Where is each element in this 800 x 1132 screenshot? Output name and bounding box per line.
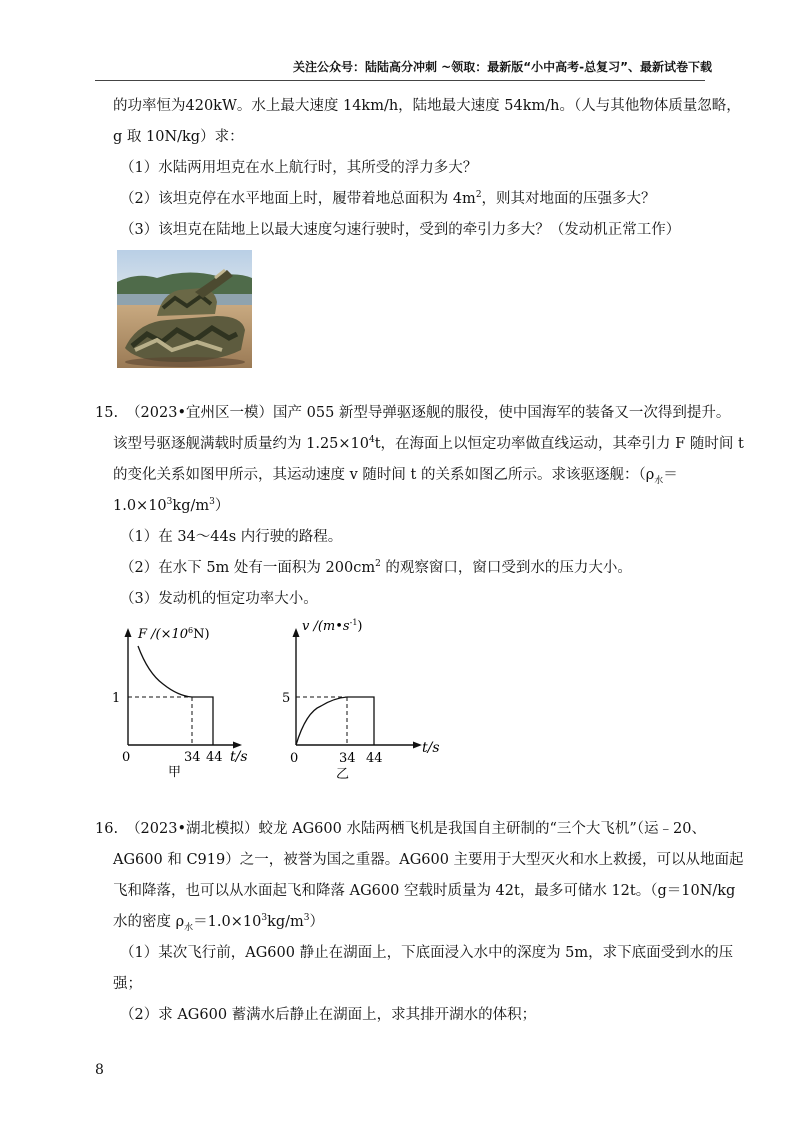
q16-line2: AG600 和 C919）之一，被誉为国之重器。AG600 主要用于大型灭火和水上救援，可以从地面起	[113, 852, 744, 868]
x-axis-arrow	[233, 742, 242, 749]
q16-sub1b: 强；	[113, 976, 142, 992]
q15-sub2: （2）在水下 5m 处有一面积为 $200cm^2$ 的观察窗口，窗口受到水的压力大小。	[120, 559, 632, 576]
x-tick-34: 34	[184, 750, 201, 765]
q14-line1: 的功率恒为420kW。水上最大速度 14km/h，陆地最大速度 54km/h。（人与其他物体质量忽略，	[113, 98, 741, 114]
q16-sub2: （2）求 AG600 蓄满水后静止在湖面上，求其排开湖水的体积；	[120, 1007, 537, 1023]
page-number: 8	[95, 1062, 104, 1078]
y-axis-arrow	[125, 628, 132, 637]
force-time-graph	[108, 618, 258, 778]
velocity-curve	[296, 697, 374, 745]
q16-line1: 16. （2023•湖北模拟）蛟龙 AG600 水陆两栖飞机是我国自主研制的“三个大飞机”（运﹣20、	[95, 821, 706, 837]
x-axis-label: t/s	[230, 749, 248, 765]
header-divider	[95, 80, 705, 81]
q15-line1: 15. （2023•宜州区一模）国产 055 新型导弹驱逐舰的服役，使中国海军的装备又一次得到提升。	[95, 405, 731, 421]
q14-sub3: （3）该坦克在陆地上以最大速度匀速行驶时，受到的牵引力多大？（发动机正常工作）	[120, 222, 681, 238]
q14-sub2: （2）该坦克停在水平地面上时，履带着地总面积为 $4m^2$，则其对地面的压强多大？	[120, 190, 656, 207]
q15-line2: 该型号驱逐舰满载时质量约为 $1.25\times 10^4t$，在海面上以恒定功率做直线运动，其牵引力 F 随时间 t	[113, 435, 744, 452]
y-tick-5: 5	[282, 691, 291, 706]
y-axis-label: F $/(\times 10^6N)$	[138, 626, 210, 642]
q15-sub3: （3）发动机的恒定功率大小。	[120, 591, 318, 607]
y-axis-arrow	[293, 628, 300, 637]
origin-label: 0	[122, 750, 131, 765]
q15-line4: $1.0\times 10^3kg/m^3$）	[113, 497, 230, 514]
q14-sub1: （1）水陆两用坦克在水上航行时，其所受的浮力多大？	[120, 160, 478, 176]
graph-caption: 乙	[336, 767, 350, 782]
x-axis-arrow	[413, 742, 422, 749]
x-axis-label: t/s	[422, 740, 440, 756]
force-curve	[138, 646, 213, 745]
y-tick-1: 1	[112, 691, 121, 706]
q16-line3: 飞和降落，也可以从水面起飞和降落 AG600 空载时质量为 42t，最多可储水 12t。（g＝10N/kg	[113, 883, 736, 899]
tank-photo	[117, 250, 252, 368]
x-tick-44: 44	[206, 750, 223, 765]
velocity-time-graph	[276, 612, 451, 782]
q16-sub1a: （1）某次飞行前，AG600 静止在湖面上，下底面浸入水中的深度为 5m，求下底面受到水的压	[120, 945, 734, 961]
q16-line4: 水的密度 $\rho_水=1.0\times 10^3kg/m^3$）	[113, 913, 324, 933]
q14-line2: g 取 10N/kg）求：	[113, 129, 244, 145]
q15-sub1: （1）在 34～44s 内行驶的路程。	[120, 529, 343, 545]
x-tick-44: 44	[366, 751, 383, 766]
graph-caption: 甲	[168, 765, 182, 778]
q15-line3: 的变化关系如图甲所示，其运动速度 v 随时间 t 的关系如图乙所示。求该驱逐舰：（$\rho_水=$	[113, 467, 678, 486]
x-tick-34: 34	[339, 751, 356, 766]
origin-label: 0	[290, 751, 299, 766]
y-axis-label: v $/(m•s^{-1})$	[302, 618, 363, 634]
page-header: 关注公众号：陆陆高分冲刺 ~领取：最新版“小中高考-总复习”、最新试卷下载	[293, 60, 712, 74]
